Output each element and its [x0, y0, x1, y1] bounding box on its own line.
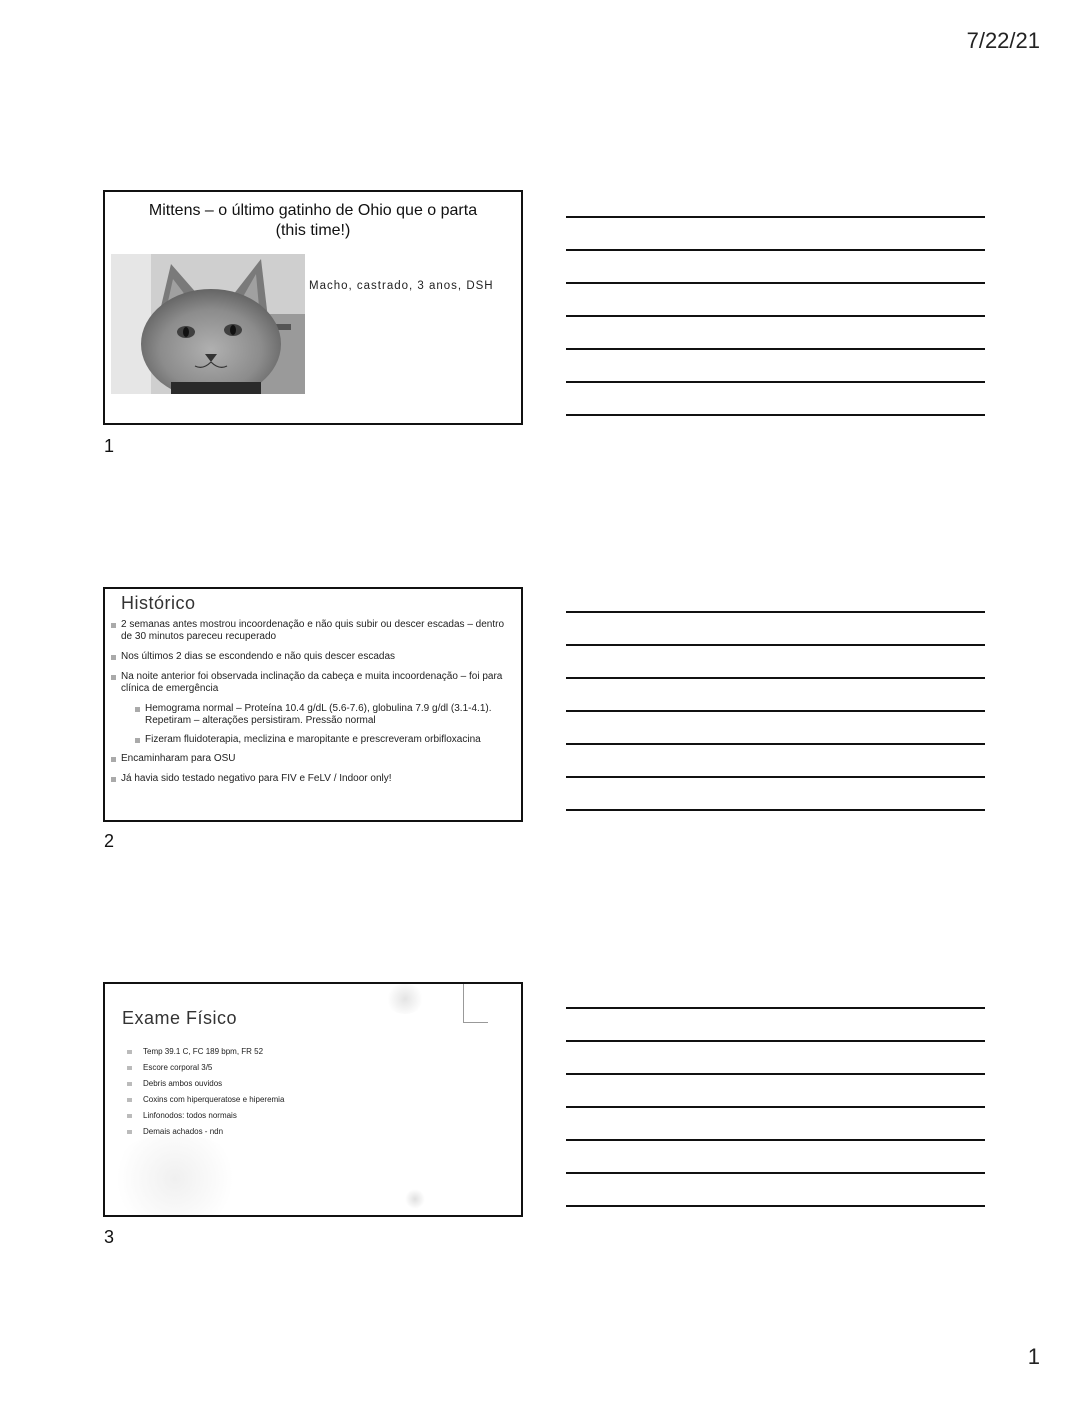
- slide-2-bullet-list: [111, 619, 507, 793]
- note-line: [566, 580, 985, 613]
- note-line: [566, 1108, 985, 1141]
- slide-2-title: Histórico: [121, 593, 196, 613]
- list-item: Linfonodos: todos normais: [127, 1111, 501, 1121]
- bullet-icon: [135, 707, 140, 712]
- cat-photo: [111, 254, 305, 394]
- note-line: [566, 745, 985, 778]
- list-item: Fizeram fluidoterapia, meclizina e maropitante e prescreveram orbifloxacina: [135, 734, 507, 746]
- note-line: [566, 1009, 985, 1042]
- slide-1-caption: Macho, castrado, 3 anos, DSH: [309, 280, 494, 292]
- note-line: [566, 1174, 985, 1207]
- note-line: [566, 383, 985, 416]
- notes-lines-3: [566, 976, 985, 1207]
- note-line: [566, 284, 985, 317]
- bullet-icon: [127, 1098, 132, 1102]
- note-line: [566, 976, 985, 1009]
- bullet-icon: [111, 623, 116, 628]
- slide-1-title: [111, 201, 515, 241]
- note-line: [566, 317, 985, 350]
- slide-3-title: Exame Físico: [122, 1008, 238, 1028]
- bullet-icon: [111, 675, 116, 680]
- note-line: [566, 1042, 985, 1075]
- list-item: 2 semanas antes mostrou incoordenação e não quis subir ou descer escadas – dentro de 30 minutos pareceu recuperado: [111, 619, 507, 643]
- note-line: [566, 1075, 985, 1108]
- note-line: [566, 712, 985, 745]
- note-line: [566, 1141, 985, 1174]
- bullet-icon: [111, 757, 116, 762]
- bullet-icon: [127, 1050, 132, 1054]
- slide-3: [103, 982, 523, 1217]
- note-line: [566, 778, 985, 811]
- list-item: Já havia sido testado negativo para FIV e FeLV / Indoor only!: [111, 773, 507, 785]
- slide-3-bullet-list: [127, 1047, 501, 1143]
- list-item: Escore corporal 3/5: [127, 1063, 501, 1073]
- bullet-icon: [135, 738, 140, 743]
- list-item: Hemograma normal – Proteína 10.4 g/dL (5.6-7.6), globulina 7.9 g/dl (3.1-4.1). Repetiram – alterações persistiram. Pressão normal: [135, 703, 507, 727]
- slide-2-number: 2: [104, 831, 115, 851]
- bullet-icon: [127, 1082, 132, 1086]
- page-number: 1: [1027, 1344, 1040, 1369]
- slide-1-title-line2: (this time!): [275, 222, 351, 239]
- bullet-icon: [127, 1114, 132, 1118]
- decorative-blob: [405, 1189, 425, 1209]
- list-item: Debris ambos ouvidos: [127, 1079, 501, 1089]
- note-line: [566, 613, 985, 646]
- slide-1-title-line1: Mittens – o último gatinho de Ohio que o parta: [148, 202, 478, 219]
- list-item: Nos últimos 2 dias se escondendo e não quis descer escadas: [111, 651, 507, 663]
- note-line: [566, 251, 985, 284]
- notes-lines-1: [566, 185, 985, 416]
- header-date: 7/22/21: [966, 28, 1040, 53]
- note-line: [566, 679, 985, 712]
- bullet-icon: [127, 1130, 132, 1134]
- notes-lines-2: [566, 580, 985, 811]
- slide-1: [103, 190, 523, 425]
- note-line: [566, 350, 985, 383]
- note-line: [566, 185, 985, 218]
- slide-3-number: 3: [104, 1227, 115, 1247]
- decorative-blob: [385, 984, 425, 1014]
- decorative-corner: [463, 984, 488, 1023]
- bullet-icon: [111, 655, 116, 660]
- slide-1-number: 1: [104, 436, 115, 456]
- list-item: Temp 39.1 C, FC 189 bpm, FR 52: [127, 1047, 501, 1057]
- bullet-icon: [127, 1066, 132, 1070]
- note-line: [566, 646, 985, 679]
- bullet-icon: [111, 777, 116, 782]
- list-item: Coxins com hiperqueratose e hiperemia: [127, 1095, 501, 1105]
- list-item: Demais achados - ndn: [127, 1127, 501, 1137]
- slide-2: [103, 587, 523, 822]
- decorative-blob: [105, 1134, 245, 1217]
- list-item: Encaminharam para OSU: [111, 753, 507, 765]
- note-line: [566, 218, 985, 251]
- list-item: Na noite anterior foi observada inclinação da cabeça e muita incoordenação – foi para clínica de emergência: [111, 671, 507, 695]
